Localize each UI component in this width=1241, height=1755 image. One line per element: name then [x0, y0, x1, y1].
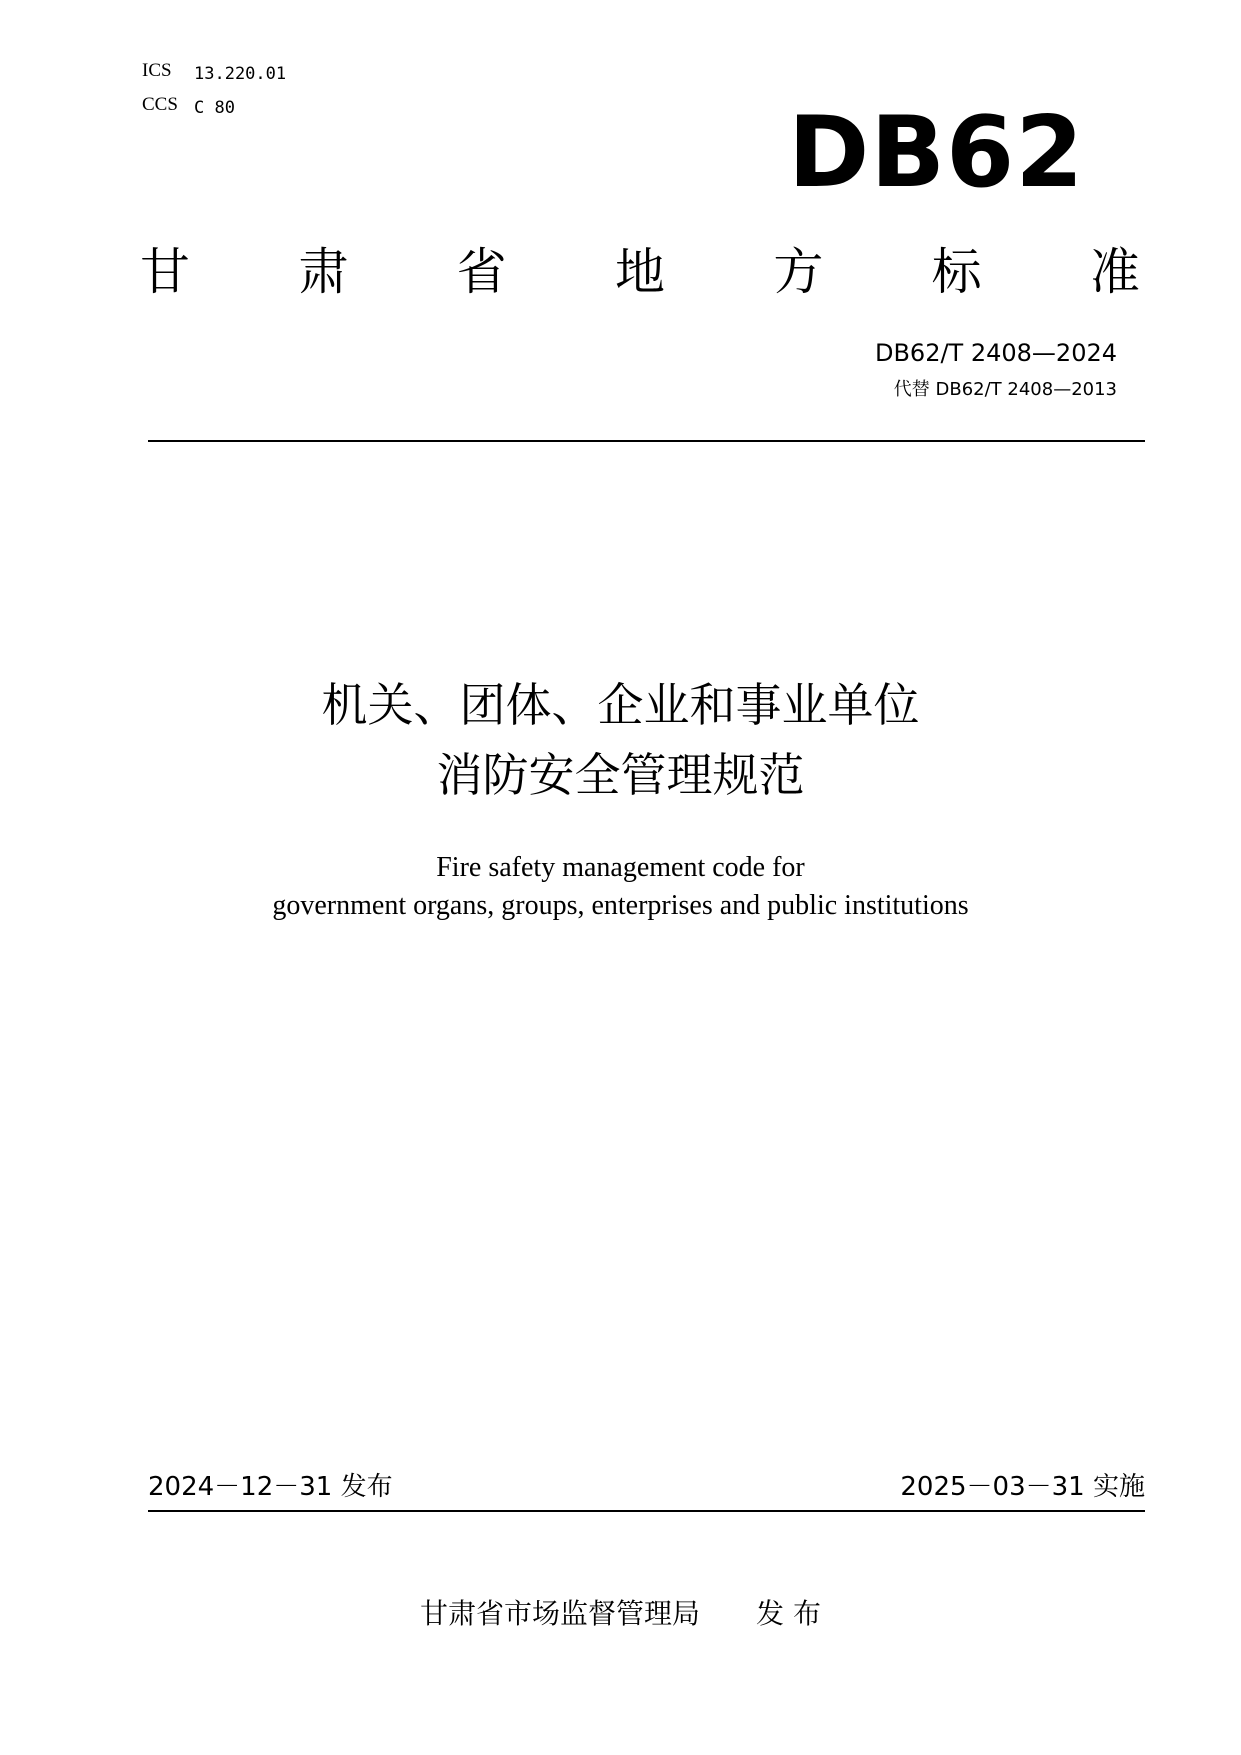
title-cn-line2: 消防安全管理规范 — [436, 748, 805, 802]
footer-divider — [148, 1510, 1145, 1512]
ics-value: 13.220.01 — [194, 64, 287, 84]
implementation-date: 2025－03－31 实施 — [900, 1472, 1145, 1502]
publisher-name: 甘肃省市场监督管理局 — [420, 1597, 701, 1630]
standard-number: DB62/T 2408—2024 — [874, 339, 1117, 367]
replaces-note: 代替 DB62/T 2408—2013 — [893, 379, 1117, 400]
ccs-value: C 80 — [194, 98, 235, 118]
standard-kind-char: 地 — [614, 243, 665, 301]
title-cn-line1: 机关、团体、企业和事业单位 — [321, 678, 920, 732]
standard-kind-char: 省 — [456, 243, 507, 301]
standard-kind-char: 肃 — [298, 243, 349, 301]
header-divider — [148, 440, 1145, 442]
db-mark: DB62 — [788, 96, 1085, 210]
standard-kind-char: 准 — [1089, 243, 1140, 301]
title-en-line1: Fire safety management code for — [436, 852, 805, 883]
publisher-line — [0, 1596, 1241, 1632]
standard-kind-char: 甘 — [140, 243, 190, 301]
ccs-label: CCS — [142, 94, 178, 115]
title-en-line2: government organs, groups, enterprises and public institutions — [272, 890, 969, 921]
standard-kind-char: 标 — [931, 243, 982, 301]
ics-label: ICS — [142, 60, 172, 81]
standard-kind — [140, 240, 1140, 304]
standard-kind-char: 方 — [773, 243, 824, 301]
publish-action: 发 布 — [756, 1597, 821, 1630]
issue-date: 2024－12－31 发布 — [148, 1472, 393, 1502]
